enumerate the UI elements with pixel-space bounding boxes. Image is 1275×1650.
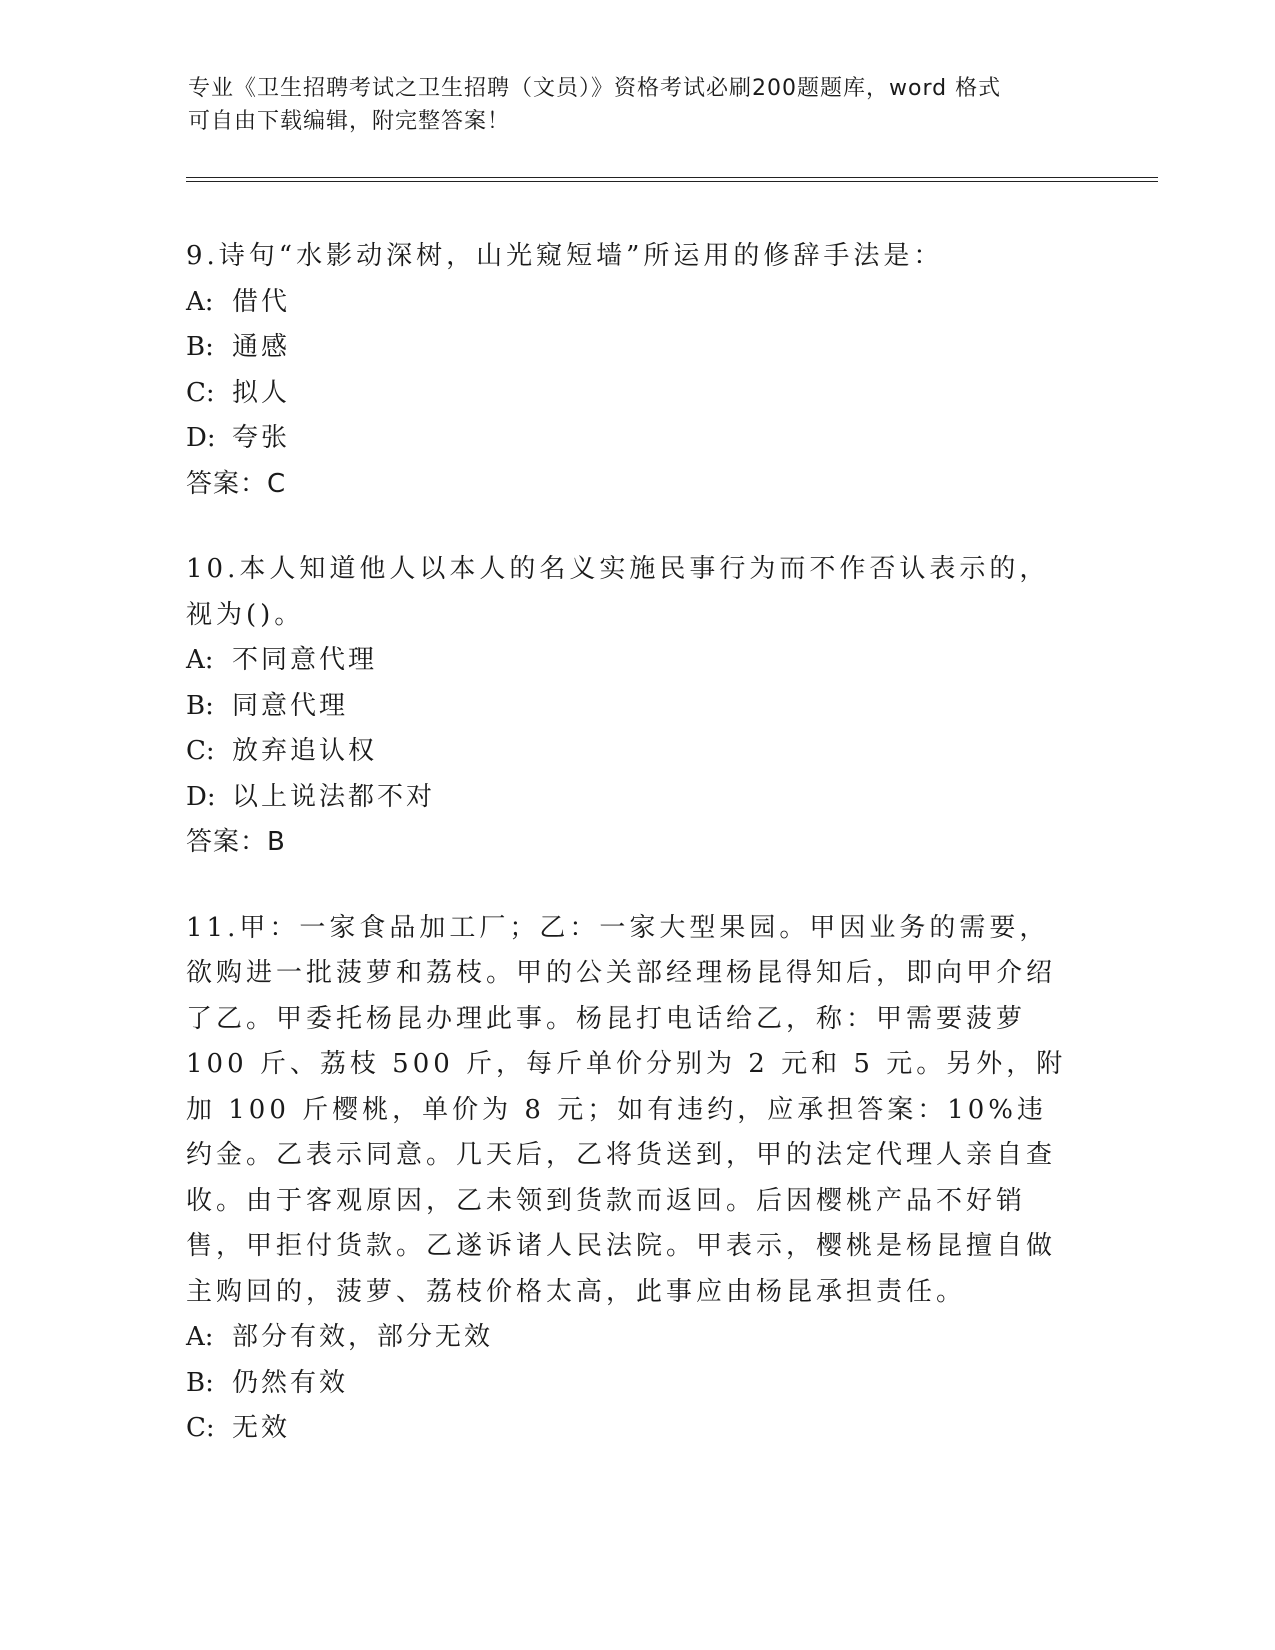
question-stem: 11.甲：一家食品加工厂；乙：一家大型果园。甲因业务的需要，欲购进一批菠萝和荔枝。甲的公关部经理杨昆得知后，即向甲介绍了乙。甲委托杨昆办理此事。杨昆打电话给乙，称：甲需要菠萝 100 斤、荔枝 500 斤，每斤单价分别为 2 元和 5 元。另外，附加 100 斤樱桃，单价为 8 元；如有违约，应承担答案：10%违约金。乙表示同意。几天后，乙将货送到，甲的法定代理人亲自查收。由于客观原因，乙未领到货款而返回。后因樱桃产品不好销售，甲拒付货款。乙遂诉诸人民法院。甲表示，樱桃是杨昆擅自做主购回的，菠萝、荔枝价格太高，此事应由杨昆承担责任。 xyxy=(186,912,1067,1307)
option-a xyxy=(186,280,1076,326)
option-text: 无效 xyxy=(232,1413,291,1443)
option-text: 以上说法都不对 xyxy=(232,781,436,812)
option-b xyxy=(186,684,1076,730)
answer-line: 答案：B xyxy=(186,827,286,857)
option-text: 拟人 xyxy=(232,377,291,408)
option-b xyxy=(186,1361,1076,1407)
header-divider-thin xyxy=(186,177,1158,178)
option-letter: A: xyxy=(186,645,214,675)
option-letter: D: xyxy=(186,423,216,453)
option-letter: A: xyxy=(186,286,214,317)
option-text: 通感 xyxy=(232,332,291,362)
question-list xyxy=(186,234,1076,1492)
header-divider-thick xyxy=(186,181,1158,182)
option-letter: C: xyxy=(186,1413,215,1443)
option-text: 放弃追认权 xyxy=(232,736,378,766)
option-a xyxy=(186,1315,1076,1361)
option-a xyxy=(186,638,1076,684)
option-letter: B: xyxy=(186,1367,214,1398)
option-text: 部分有效，部分无效 xyxy=(232,1322,494,1352)
option-d xyxy=(186,775,1076,821)
option-letter: D: xyxy=(186,781,216,812)
question-9 xyxy=(186,234,1076,507)
option-c xyxy=(186,371,1076,417)
question-10 xyxy=(186,547,1076,866)
option-text: 仍然有效 xyxy=(232,1367,349,1398)
option-c xyxy=(186,1406,1076,1452)
option-letter: C: xyxy=(186,377,215,408)
question-stem: 10.本人知道他人以本人的名义实施民事行为而不作否认表示的，视为()。 xyxy=(186,554,1050,630)
header-line-2: 可自由下载编辑，附完整答案！ xyxy=(188,109,511,134)
option-letter: B: xyxy=(186,332,214,362)
option-b xyxy=(186,325,1076,371)
option-text: 夸张 xyxy=(232,423,291,453)
option-letter: B: xyxy=(186,690,214,721)
option-letter: C: xyxy=(186,736,215,766)
header-line-1: 专业《卫生招聘考试之卫生招聘（文员）》资格考试必刷200题题库，word 格式 xyxy=(188,76,1002,101)
option-text: 借代 xyxy=(232,286,291,317)
option-c xyxy=(186,729,1076,775)
option-d xyxy=(186,416,1076,462)
document-header xyxy=(188,72,1068,138)
option-letter: A: xyxy=(186,1322,214,1352)
answer-line: 答案：C xyxy=(186,468,287,499)
question-11 xyxy=(186,906,1076,1452)
option-text: 不同意代理 xyxy=(232,645,378,675)
option-text: 同意代理 xyxy=(232,690,349,721)
question-stem: 9.诗句“水影动深树，山光窥短墙”所运用的修辞手法是： xyxy=(186,241,944,271)
